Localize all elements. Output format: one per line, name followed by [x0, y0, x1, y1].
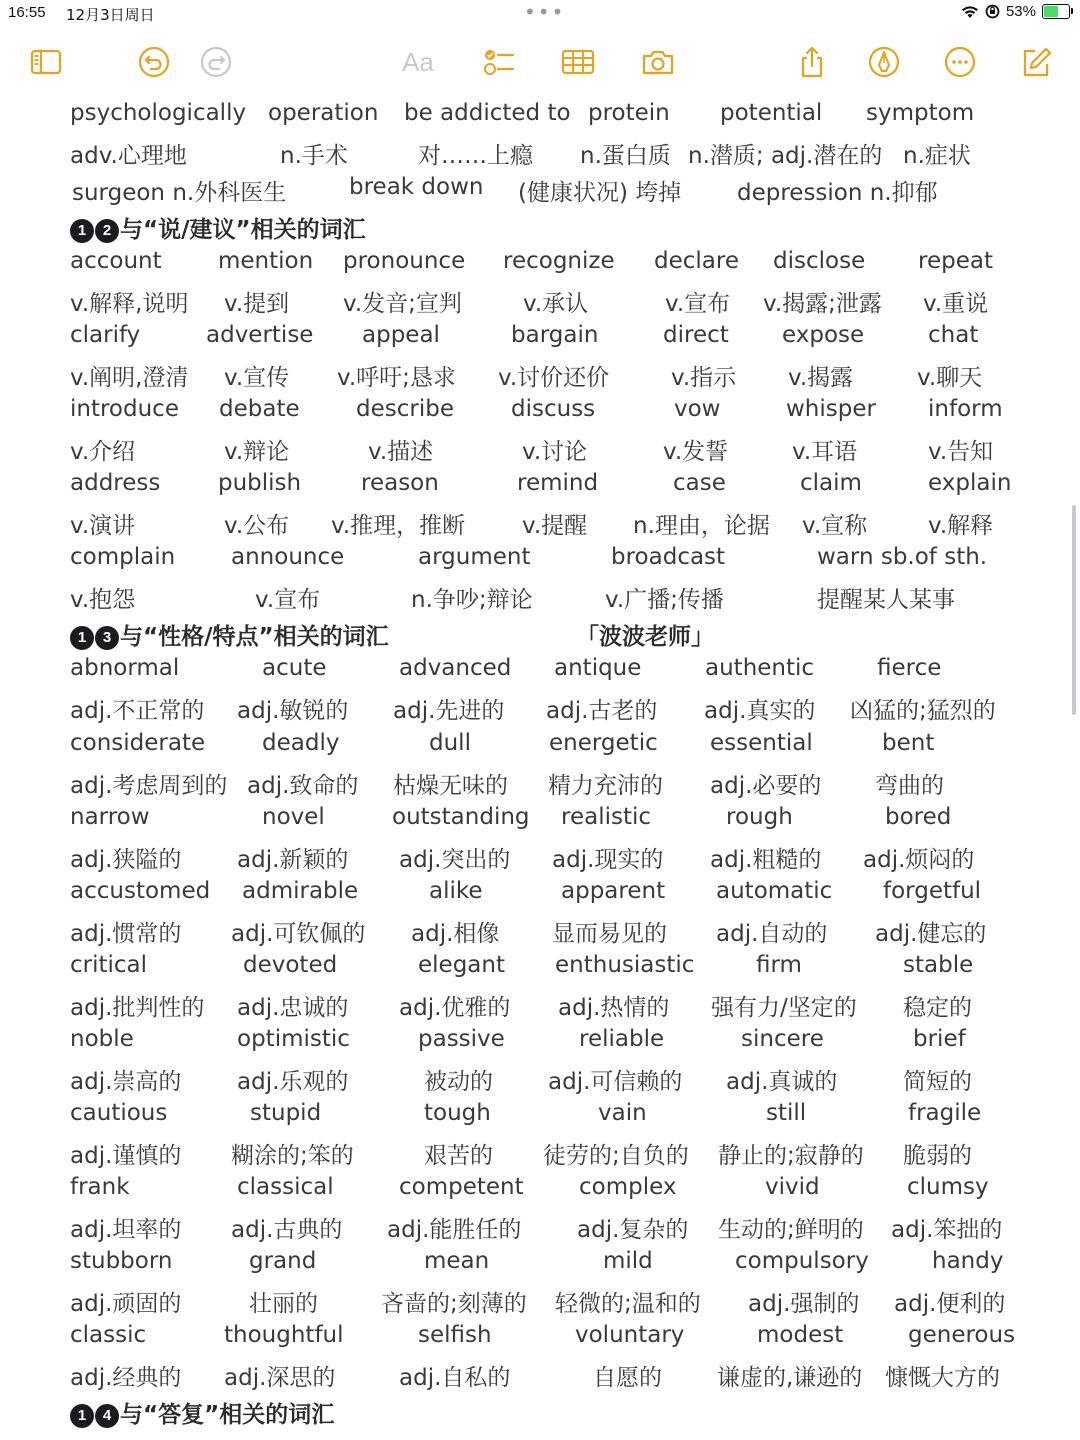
vocab-entry: adj.强制的 [748, 1291, 860, 1317]
vocab-entry: adj.坦率的 [70, 1217, 182, 1243]
vocab-entry: v.抱怨 [70, 587, 136, 613]
undo-button[interactable] [134, 42, 174, 82]
vocab-entry: mean [424, 1248, 490, 1274]
vocab-entry: claim [800, 470, 862, 496]
vocab-entry: fragile [908, 1100, 982, 1126]
vocab-entry: adj.经典的 [70, 1365, 182, 1391]
vocab-entry: alike [429, 878, 483, 904]
vocab-entry: adj.惯常的 [70, 921, 182, 947]
vocab-entry: warn sb.of sth. [817, 544, 988, 570]
vocab-entry: critical [70, 952, 148, 978]
vocab-row [0, 359, 1080, 393]
vocab-entry: appeal [362, 322, 440, 348]
vocab-entry: 被动的 [424, 1069, 493, 1095]
redo-icon [199, 45, 233, 79]
vocab-entry: v.宣布 [255, 587, 321, 613]
vocab-entry: advanced [399, 655, 512, 681]
vocab-entry: complex [579, 1174, 677, 1200]
vocab-entry: v.重说 [923, 291, 989, 317]
vocab-entry: stupid [250, 1100, 322, 1126]
vocab-entry: adj.相像 [411, 921, 500, 947]
vocab-row [0, 915, 1080, 949]
vocab-entry: 稳定的 [903, 995, 972, 1021]
section-heading-text: 与“说/建议”相关的词汇 [120, 217, 366, 243]
vocab-entry: mild [603, 1248, 653, 1274]
vocab-entry: symptom [866, 100, 975, 126]
multitasking-dots-icon[interactable]: ••• [524, 0, 566, 24]
vocab-entry: 静止的;寂静的 [718, 1143, 864, 1169]
vocab-entry: rough [726, 804, 793, 830]
vocab-entry: adj.深思的 [224, 1365, 336, 1391]
vocab-entry: adj.批判性的 [70, 995, 205, 1021]
vocab-row [0, 1100, 1080, 1134]
vocab-entry: adj.必要的 [710, 773, 822, 799]
status-date: 12月3日周日 [66, 6, 155, 24]
vocab-entry: n.争吵;辩论 [411, 587, 533, 613]
vocab-entry: adj.乐观的 [237, 1069, 349, 1095]
section-heading [70, 211, 366, 244]
vocab-entry: classical [237, 1174, 334, 1200]
vocab-entry: 壮丽的 [249, 1291, 318, 1317]
vocab-entry: adj.可信赖的 [548, 1069, 683, 1095]
vocab-entry: (健康状况) 垮掉 [518, 180, 682, 206]
vocab-entry: v.介绍 [70, 439, 136, 465]
vocab-entry: adj.致命的 [247, 773, 359, 799]
vocab-entry: adj.粗糙的 [710, 847, 822, 873]
scrollbar[interactable] [1072, 505, 1076, 715]
vocab-entry: authentic [705, 655, 815, 681]
vocab-entry: reason [361, 470, 439, 496]
vocab-entry: break down [349, 174, 484, 200]
vocab-entry: pronounce [343, 248, 466, 274]
vocab-entry: narrow [70, 804, 150, 830]
vocab-entry: admirable [242, 878, 359, 904]
vocab-entry: stable [903, 952, 974, 978]
vocab-entry: realistic [561, 804, 652, 830]
vocab-entry: introduce [70, 396, 179, 422]
vocab-entry: handy [932, 1248, 1004, 1274]
vocab-entry: v.宣传 [224, 365, 290, 391]
status-right [961, 3, 1070, 20]
vocab-entry: v.讨论 [522, 439, 588, 465]
vocab-entry: 强有力/坚定的 [711, 995, 857, 1021]
undo-icon [137, 45, 171, 79]
compose-icon [1019, 45, 1053, 79]
table-button[interactable] [558, 42, 598, 82]
vocab-entry: discuss [511, 396, 596, 422]
vocab-entry: adj.便利的 [894, 1291, 1006, 1317]
vocab-row [0, 100, 1080, 134]
vocab-entry: adj.敏锐的 [237, 698, 349, 724]
vocab-entry: whisper [786, 396, 876, 422]
vocab-row [0, 1137, 1080, 1171]
vocab-row [0, 174, 1080, 208]
vocab-entry: v.呼吁;恳求 [337, 365, 456, 391]
vocab-entry: v.宣称 [802, 513, 868, 539]
vocab-entry: v.描述 [368, 439, 434, 465]
vocab-row [0, 544, 1080, 578]
vocab-entry: accustomed [70, 878, 211, 904]
vocab-entry: recognize [503, 248, 615, 274]
vocab-entry: n.症状 [903, 143, 971, 169]
vocab-entry: adj.狭隘的 [70, 847, 182, 873]
vocab-entry: elegant [418, 952, 505, 978]
vocab-entry: cautious [70, 1100, 168, 1126]
vocab-row [0, 248, 1080, 282]
vocab-entry: v.揭露;泄露 [763, 291, 882, 317]
vocab-entry: v.指示 [671, 365, 737, 391]
battery-fill [1044, 6, 1058, 17]
vocab-entry: essential [710, 730, 813, 756]
vocab-entry: declare [654, 248, 739, 274]
vocab-entry: automatic [716, 878, 833, 904]
vocab-row [0, 581, 1080, 615]
vocab-entry: adj.崇高的 [70, 1069, 182, 1095]
vocab-entry: enthusiastic [555, 952, 695, 978]
vocab-entry: adj.复杂的 [577, 1217, 689, 1243]
vocab-entry: v.演讲 [70, 513, 136, 539]
section-number-badge: 4 [95, 1404, 119, 1428]
vocab-row [0, 470, 1080, 504]
vocab-entry: modest [757, 1322, 844, 1348]
vocab-entry: adj.先进的 [393, 698, 505, 724]
vocab-row [0, 804, 1080, 838]
camera-button[interactable] [638, 42, 678, 82]
vocab-entry: n.手术 [280, 143, 348, 169]
markup-pen-icon [867, 45, 901, 79]
vocab-entry: frank [70, 1174, 130, 1200]
vocab-row [0, 692, 1080, 726]
vocab-entry: adj.笨拙的 [891, 1217, 1003, 1243]
vocab-entry: brief [913, 1026, 966, 1052]
vocab-entry: publish [218, 470, 302, 496]
vocab-entry: antique [554, 655, 642, 681]
vocab-entry: describe [356, 396, 454, 422]
vocab-entry: thoughtful [224, 1322, 344, 1348]
vocab-row [0, 730, 1080, 764]
vocab-entry: surgeon n.外科医生 [72, 180, 287, 206]
battery-percent: 53% [1005, 3, 1036, 20]
vocab-entry: 弯曲的 [875, 773, 944, 799]
vocab-entry: v.解释,说明 [70, 291, 189, 317]
vocab-entry: 简短的 [903, 1069, 972, 1095]
vocab-entry: generous [908, 1322, 1016, 1348]
vocab-entry: outstanding [392, 804, 530, 830]
vocab-entry: v.揭露 [788, 365, 854, 391]
sidebar-toggle-button[interactable] [26, 42, 66, 82]
vocab-entry: novel [262, 804, 325, 830]
vocab-entry: 枯燥无味的 [393, 773, 508, 799]
vocab-entry: v.发誓 [663, 439, 729, 465]
vocab-entry: n.潜质; adj.潜在的 [688, 143, 883, 169]
vocab-row [0, 841, 1080, 875]
checklist-icon [481, 45, 515, 79]
vocab-entry: abnormal [70, 655, 180, 681]
vocab-row [0, 878, 1080, 912]
rotation-lock-icon [985, 4, 1000, 19]
vocab-row [0, 137, 1080, 171]
vocab-row [0, 1026, 1080, 1060]
vocab-entry: 显而易见的 [552, 921, 667, 947]
vocab-entry: adj.古老的 [546, 698, 658, 724]
table-icon [561, 45, 595, 79]
vocab-entry: protein [588, 100, 670, 126]
vocab-entry: v.聊天 [917, 365, 983, 391]
vocab-entry: broadcast [611, 544, 726, 570]
vocab-entry: psychologically [70, 100, 247, 126]
vocab-entry: complain [70, 544, 176, 570]
vocab-row [0, 1359, 1080, 1393]
vocab-entry: voluntary [575, 1322, 685, 1348]
vocab-entry: adj.考虑周到的 [70, 773, 228, 799]
vocab-entry: explain [928, 470, 1012, 496]
vocab-row [0, 952, 1080, 986]
more-button[interactable] [940, 42, 980, 82]
vocab-entry: adj.热情的 [558, 995, 670, 1021]
battery-icon [1042, 4, 1070, 19]
vocab-entry: case [673, 470, 726, 496]
section-number-badge: 2 [95, 219, 119, 243]
vocab-entry: clumsy [907, 1174, 989, 1200]
vocab-entry: adj.谨慎的 [70, 1143, 182, 1169]
vocab-entry: adj.忠诚的 [237, 995, 349, 1021]
vocab-entry: v.辩论 [224, 439, 290, 465]
vocab-row [0, 1285, 1080, 1319]
checklist-button[interactable] [478, 42, 518, 82]
vocab-entry: v.讨价还价 [498, 365, 610, 391]
vocab-entry: 谦虚的,谦逊的 [717, 1365, 863, 1391]
vocab-entry: firm [756, 952, 802, 978]
sidebar-icon [29, 45, 63, 79]
vocab-entry: 轻微的;温和的 [555, 1291, 701, 1317]
vocab-entry: dull [429, 730, 471, 756]
vocab-entry: classic [70, 1322, 147, 1348]
vocab-row [0, 989, 1080, 1023]
vocab-entry: fierce [877, 655, 942, 681]
vocab-entry: 精力充沛的 [548, 773, 663, 799]
vocab-entry: account [70, 248, 162, 274]
format-button[interactable] [398, 42, 438, 82]
vocab-row [0, 433, 1080, 467]
vocab-entry: inform [928, 396, 1003, 422]
vocab-entry: v.发音;宣判 [343, 291, 462, 317]
vocab-entry: sincere [741, 1026, 824, 1052]
vocab-entry: adj.烦闷的 [863, 847, 975, 873]
vocab-entry: adj.真诚的 [726, 1069, 838, 1095]
vocab-entry: clarify [70, 322, 141, 348]
redo-button[interactable] [196, 42, 236, 82]
vocab-entry: still [766, 1100, 807, 1126]
vocab-entry: v.提醒 [522, 513, 588, 539]
vocab-entry: adj.真实的 [704, 698, 816, 724]
vocab-entry: address [70, 470, 161, 496]
vocab-row [0, 655, 1080, 689]
vocab-entry: selfish [418, 1322, 492, 1348]
vocab-entry: chat [928, 322, 979, 348]
vocab-entry: vain [598, 1100, 647, 1126]
compose-button[interactable] [1016, 42, 1056, 82]
vocab-entry: repeat [918, 248, 993, 274]
vocab-row [0, 1174, 1080, 1208]
vocab-entry: v.公布 [224, 513, 290, 539]
vocab-entry: adj.新颖的 [237, 847, 349, 873]
vocab-entry: be addicted to [404, 100, 571, 126]
vocab-entry: 糊涂的;笨的 [231, 1143, 354, 1169]
vocab-entry: 徒劳的;自负的 [543, 1143, 689, 1169]
section-number-badge: 1 [70, 1404, 94, 1428]
vocab-entry: adj.自私的 [399, 1365, 511, 1391]
vocab-entry: remind [517, 470, 599, 496]
vocab-entry: v.耳语 [792, 439, 858, 465]
vocab-entry: bargain [511, 322, 599, 348]
vocab-entry: adv.心理地 [70, 143, 187, 169]
vocab-entry: mention [218, 248, 314, 274]
share-button[interactable] [792, 42, 832, 82]
vocab-row [0, 1248, 1080, 1282]
vocab-entry: adj.突出的 [399, 847, 511, 873]
vocab-entry: direct [663, 322, 729, 348]
vocab-entry: energetic [549, 730, 658, 756]
vocab-entry: adj.优雅的 [399, 995, 511, 1021]
vocab-entry: disclose [773, 248, 866, 274]
vocab-entry: adj.顽固的 [70, 1291, 182, 1317]
toolbar [0, 34, 1080, 90]
vocab-entry: v.广播;传播 [605, 587, 724, 613]
vocab-entry: v.提到 [224, 291, 290, 317]
status-time: 16:55 [8, 4, 46, 21]
vocab-entry: depression n.抑郁 [737, 180, 938, 206]
vocab-entry: vivid [765, 1174, 820, 1200]
status-bar [0, 0, 1080, 28]
vocab-entry: tough [424, 1100, 491, 1126]
vocab-entry: v.阐明,澄清 [70, 365, 189, 391]
section-heading-text: 与“性格/特点”相关的词汇 [120, 624, 389, 650]
section-heading [70, 618, 389, 651]
vocab-entry: v.宣布 [665, 291, 731, 317]
vocab-row [0, 767, 1080, 801]
vocab-entry: announce [231, 544, 345, 570]
vocab-entry: v.承认 [523, 291, 589, 317]
author-tag: 「波波老师」 [576, 624, 714, 650]
vocab-row [0, 507, 1080, 541]
vocab-entry: v.告知 [928, 439, 994, 465]
vocab-entry: adj.能胜任的 [387, 1217, 522, 1243]
vocab-entry: n.理由，论据 [633, 513, 770, 539]
vocab-entry: grand [249, 1248, 317, 1274]
camera-icon [641, 45, 675, 79]
vocab-entry: noble [70, 1026, 134, 1052]
vocab-entry: argument [418, 544, 531, 570]
vocab-entry: reliable [579, 1026, 665, 1052]
vocab-entry: passive [418, 1026, 505, 1052]
vocab-entry: adj.现实的 [552, 847, 664, 873]
vocab-row [0, 285, 1080, 319]
vocab-entry: n.蛋白质 [580, 143, 671, 169]
vocab-entry: debate [219, 396, 300, 422]
vocab-entry: potential [720, 100, 823, 126]
vocab-entry: 慷慨大方的 [885, 1365, 1000, 1391]
wifi-icon [961, 5, 979, 19]
vocab-entry: competent [399, 1174, 524, 1200]
section-number-badge: 3 [95, 626, 119, 650]
vocab-entry: deadly [262, 730, 340, 756]
vocab-entry: adj.健忘的 [875, 921, 987, 947]
vocab-entry: devoted [243, 952, 338, 978]
vocab-entry: bent [882, 730, 935, 756]
vocab-entry: operation [268, 100, 379, 126]
section-heading-text: 与“答复”相关的词汇 [120, 1402, 335, 1428]
vocab-entry: 对……上瘾 [418, 143, 533, 169]
vocab-entry: considerate [70, 730, 206, 756]
vocab-entry: 脆弱的 [903, 1143, 972, 1169]
vocab-entry: v.解释 [928, 513, 994, 539]
vocab-entry: bored [885, 804, 952, 830]
vocab-entry: advertise [206, 322, 314, 348]
vocab-entry: optimistic [237, 1026, 350, 1052]
vocab-row [0, 1322, 1080, 1356]
vocab-entry: acute [262, 655, 327, 681]
vocab-entry: apparent [561, 878, 666, 904]
vocab-entry: adj.古典的 [231, 1217, 343, 1243]
markup-button[interactable] [864, 42, 904, 82]
section-number-badge: 1 [70, 626, 94, 650]
vocab-entry: 吝啬的;刻薄的 [381, 1291, 527, 1317]
vocab-entry: adj.不正常的 [70, 698, 205, 724]
vocab-entry: vow [674, 396, 721, 422]
vocab-entry: 自愿的 [593, 1365, 662, 1391]
vocab-entry: v.推理，推断 [331, 513, 466, 539]
vocab-entry: 凶猛的;猛烈的 [850, 698, 996, 724]
format-label: Aa [402, 46, 434, 77]
vocab-entry: stubborn [70, 1248, 173, 1274]
more-icon [943, 45, 977, 79]
vocab-entry: 生动的;鲜明的 [718, 1217, 864, 1243]
section-number-badge: 1 [70, 219, 94, 243]
section-heading [70, 1396, 334, 1429]
vocab-entry: adj.可钦佩的 [231, 921, 366, 947]
vocab-entry: forgetful [883, 878, 982, 904]
vocab-row [0, 322, 1080, 356]
vocab-row [0, 396, 1080, 430]
vocab-entry: adj.自动的 [716, 921, 828, 947]
vocab-entry: 提醒某人某事 [817, 587, 955, 613]
vocab-row [0, 1211, 1080, 1245]
vocab-entry: expose [782, 322, 865, 348]
vocab-entry: 艰苦的 [424, 1143, 493, 1169]
vocab-row [0, 1063, 1080, 1097]
share-icon [795, 45, 829, 79]
vocab-entry: compulsory [735, 1248, 869, 1274]
